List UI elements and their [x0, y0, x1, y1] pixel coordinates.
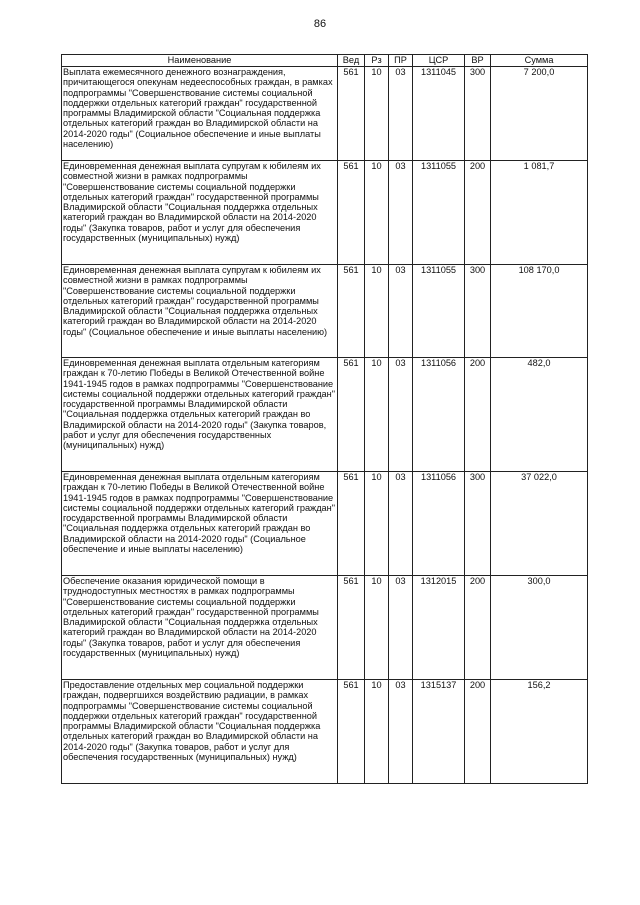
- row-csr: 1312015: [413, 576, 465, 680]
- row-vr: 200: [465, 358, 491, 472]
- row-sum: 1 081,7: [491, 161, 588, 265]
- table-row: [62, 576, 588, 680]
- row-vr: 200: [465, 161, 491, 265]
- row-rz: 10: [365, 680, 389, 784]
- row-vr: 300: [465, 265, 491, 358]
- row-ved: 561: [338, 576, 365, 680]
- row-csr: 1311055: [413, 161, 465, 265]
- row-sum: 37 022,0: [491, 472, 588, 576]
- row-ved: 561: [338, 67, 365, 161]
- row-sum: 482,0: [491, 358, 588, 472]
- header-pr: ПР: [389, 55, 413, 67]
- row-csr: 1311056: [413, 358, 465, 472]
- row-pr: 03: [389, 472, 413, 576]
- row-name: Обеспечение оказания юридической помощи в труднодоступных местностях в рамках подпрограммы "Совершенствование системы социальной поддержки отдельных категорий граждан" государственной программы Владимирской области "Социальная поддержка отдельных категорий граждан во Владимирской области на 2014-2020 годы" (Закупка товаров, работ и услуг для обеспечения государственных (муниципальных) нужд): [62, 576, 338, 680]
- row-ved: 561: [338, 161, 365, 265]
- table-row: [62, 358, 588, 472]
- row-name: Единовременная денежная выплата супругам к юбилеям их совместной жизни в рамках подпрограммы "Совершенствование системы социальной поддержки отдельных категорий граждан" государственной программы Владимирской области "Социальная поддержка отдельных категорий граждан во Владимирской области на 2014-2020 годы" (Социальное обеспечение и иные выплаты населению): [62, 265, 338, 358]
- row-name: Выплата ежемесячного денежного вознаграждения, причитающегося опекунам недееспособных граждан, в рамках подпрограммы "Совершенствование системы социальной поддержки отдельных категорий граждан" государственной программы Владимирской области "Социальная поддержка отдельных категорий граждан во Владимирской области на 2014-2020 годы" (Социальное обеспечение и иные выплаты населению): [62, 67, 338, 161]
- row-sum: 7 200,0: [491, 67, 588, 161]
- row-pr: 03: [389, 67, 413, 161]
- row-name: Единовременная денежная выплата отдельным категориям граждан к 70-летию Победы в Великой Отечественной войне 1941-1945 годов в рамках подпрограммы "Совершенствование системы социальной поддержки отдельных категорий граждан" государственной программы Владимирской области "Социальная поддержка отдельных категорий граждан во Владимирской области на 2014-2020 годы" (Социальное обеспечение и иные выплаты населению): [62, 472, 338, 576]
- header-csr: ЦСР: [413, 55, 465, 67]
- row-ved: 561: [338, 265, 365, 358]
- row-csr: 1315137: [413, 680, 465, 784]
- row-ved: 561: [338, 680, 365, 784]
- budget-table: [61, 54, 588, 784]
- row-rz: 10: [365, 358, 389, 472]
- row-rz: 10: [365, 67, 389, 161]
- row-sum: 300,0: [491, 576, 588, 680]
- header-name: Наименование: [62, 55, 338, 67]
- table-row: [62, 680, 588, 784]
- row-pr: 03: [389, 680, 413, 784]
- row-vr: 200: [465, 576, 491, 680]
- header-sum: Сумма: [491, 55, 588, 67]
- table-row: [62, 67, 588, 161]
- page-number: 86: [313, 18, 327, 30]
- row-csr: 1311055: [413, 265, 465, 358]
- header-rz: Рз: [365, 55, 389, 67]
- table-row: [62, 472, 588, 576]
- row-sum: 108 170,0: [491, 265, 588, 358]
- table-header-row: [62, 55, 588, 67]
- row-pr: 03: [389, 576, 413, 680]
- row-ved: 561: [338, 358, 365, 472]
- row-csr: 1311045: [413, 67, 465, 161]
- table-row: [62, 265, 588, 358]
- header-ved: Вед: [338, 55, 365, 67]
- row-pr: 03: [389, 265, 413, 358]
- row-rz: 10: [365, 161, 389, 265]
- row-pr: 03: [389, 358, 413, 472]
- row-sum: 156,2: [491, 680, 588, 784]
- row-vr: 300: [465, 472, 491, 576]
- row-rz: 10: [365, 472, 389, 576]
- row-csr: 1311056: [413, 472, 465, 576]
- row-name: Единовременная денежная выплата супругам к юбилеям их совместной жизни в рамках подпрограммы "Совершенствование системы социальной поддержки отдельных категорий граждан" государственной программы Владимирской области "Социальная поддержка отдельных категорий граждан во Владимирской области на 2014-2020 годы" (Закупка товаров, работ и услуг для обеспечения государственных (муниципальных) нужд): [62, 161, 338, 265]
- table-row: [62, 161, 588, 265]
- row-vr: 200: [465, 680, 491, 784]
- row-rz: 10: [365, 576, 389, 680]
- row-vr: 300: [465, 67, 491, 161]
- row-rz: 10: [365, 265, 389, 358]
- row-pr: 03: [389, 161, 413, 265]
- row-ved: 561: [338, 472, 365, 576]
- header-vr: ВР: [465, 55, 491, 67]
- row-name: Единовременная денежная выплата отдельным категориям граждан к 70-летию Победы в Великой Отечественной войне 1941-1945 годов в рамках подпрограммы "Совершенствование системы социальной поддержки отдельных категорий граждан" государственной программы Владимирской области "Социальная поддержка отдельных категорий граждан во Владимирской области на 2014-2020 годы" (Закупка товаров, работ и услуг для обеспечения государственных (муниципальных) нужд): [62, 358, 338, 472]
- row-name: Предоставление отдельных мер социальной поддержки граждан, подвергшихся воздействию радиации, в рамках подпрограммы "Совершенствование системы социальной поддержки отдельных категорий граждан" государственной программы Владимирской области "Социальная поддержка отдельных категорий граждан во Владимирской области на 2014-2020 годы" (Закупка товаров, работ и услуг для обеспечения государственных (муниципальных) нужд): [62, 680, 338, 784]
